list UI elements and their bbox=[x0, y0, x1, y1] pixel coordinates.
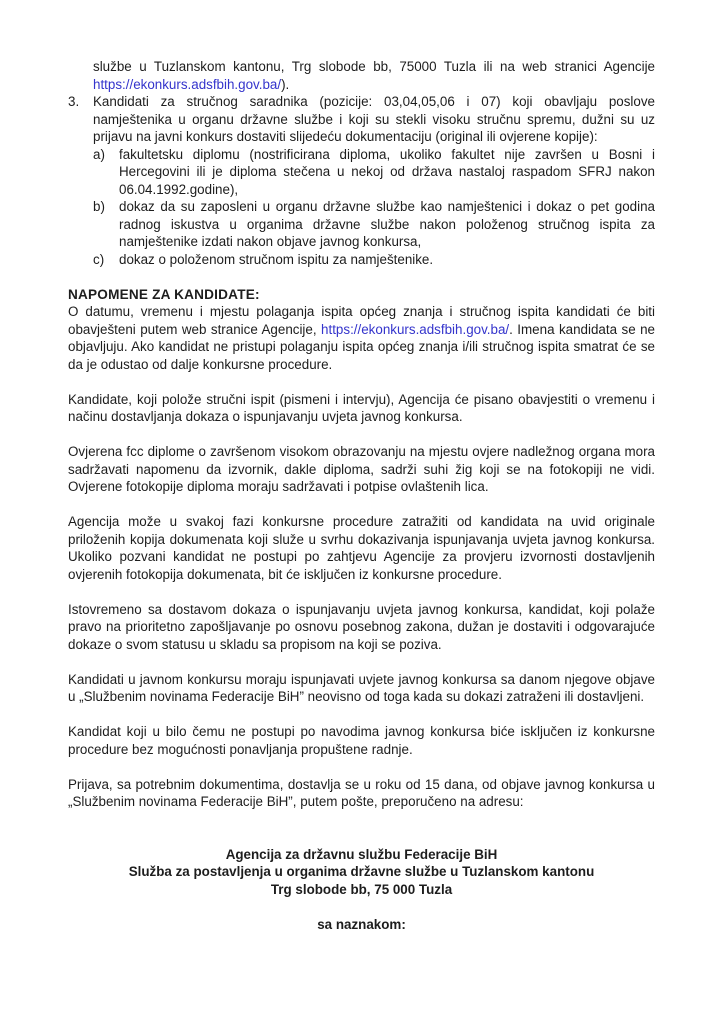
sub-item-c bbox=[93, 251, 655, 269]
note-paragraph-8: Prijava, sa potrebnim dokumentima, dostavlja se u roku od 15 dana, od objave javnog konkursa u „Službenim novinama Federacije BiH”, putem pošte, preporučeno na adresu: bbox=[68, 776, 655, 809]
annotation-label: sa naznakom: bbox=[317, 916, 406, 932]
sub-item-b-text: dokaz da su zaposleni u organu državne službe kao namještenici i dokaz o pet godina radnog iskustva u organima državne službe nakon položenog stručnog ispita za namještenike izdati nakon objave javnog konkursa, bbox=[119, 199, 655, 249]
sub-item-a-text: fakultetsku diplomu (nostrificirana diploma, ukoliko fakultet nije završen u Bosni i Hercegovini ili je diploma stečena u nekoj od država nastaloj raspadom SFRJ nakon 06.04.1992.godine), bbox=[119, 146, 655, 197]
agency-url-link[interactable]: https://ekonkurs.adsfbih.gov.ba/ bbox=[93, 76, 282, 92]
agency-url-link-2[interactable]: https://ekonkurs.adsfbih.gov.ba/ bbox=[321, 321, 510, 337]
list-item-3-number: 3. bbox=[68, 94, 80, 109]
note-paragraph-5: Istovremeno sa dostavom dokaza o ispunjavanju uvjeta javnog konkursa, kandidat, koji polaže pravo na prioritetno zapošljavanje po osnovu posebnog zakona, dužan je dostaviti i odgovarajuće dokaze o svom statusu u skladu sa propisom na koji se poziva. bbox=[68, 601, 655, 652]
item2-continuation-after-link: ). bbox=[281, 76, 290, 92]
address-line-department: Služba za postavljenja u organima državne službe u Tuzlanskom kantonu bbox=[128, 864, 595, 879]
list-item-3 bbox=[68, 93, 655, 146]
sub-item-b bbox=[93, 198, 655, 251]
note-paragraph-1-after-link: . Imena kandidata se ne objavljuju. Ako kandidat ne pristupi polaganju ispita općeg znanja i/ili stručnog ispita smatrat će se da je odustao od dalje konkursne procedure. bbox=[68, 321, 655, 372]
note-paragraph-1 bbox=[68, 303, 655, 373]
item2-continuation bbox=[93, 58, 655, 93]
sub-item-c-text: dokaz o položenom stručnom ispitu za namještenike. bbox=[119, 251, 434, 267]
sub-item-a-letter: a) bbox=[93, 146, 105, 162]
notes-heading: NAPOMENE ZA KANDIDATE: bbox=[68, 286, 260, 302]
address-block bbox=[68, 846, 655, 899]
note-paragraph-2: Kandidate, koji polože stručni ispit (pismeni i intervju), Agencija će pisano obavjestiti o vremenu i načinu dostavljanja dokaza o ispunjavanju uvjeta javnog konkursa. bbox=[68, 391, 655, 424]
sub-item-b-letter: b) bbox=[93, 199, 105, 214]
note-paragraph-1-before-link: O datumu, vremenu i mjestu polaganja ispita općeg znanja i stručnog ispita kandidati će biti obavješteni putem web stranice Agencije, bbox=[68, 304, 655, 337]
item2-continuation-text: službe u Tuzlanskom kantonu, Trg slobode bb, 75000 Tuzla ili na web stranici Agencije bbox=[93, 59, 655, 74]
list-item-3-text: Kandidati za stručnog saradnika (pozicije: 03,04,05,06 i 07) koji obavljaju poslove namještenika u organu državne službe i koji su stekli visoku stručnu spremu, dužni su uz prijavu na javni konkurs dostaviti slijedeću dokumentaciju (original ili ovjerene kopije): bbox=[93, 94, 655, 144]
note-paragraph-6: Kandidati u javnom konkursu moraju ispunjavati uvjete javnog konkursa sa danom njegove objave u „Službenim novinama Federacije BiH” neovisno od toga kada su dokazi zatraženi ili dostavljeni. bbox=[68, 671, 655, 704]
sub-item-a bbox=[93, 146, 655, 199]
address-line-street: Trg slobode bb, 75 000 Tuzla bbox=[270, 881, 453, 897]
address-line-agency: Agencija za državnu službu Federacije BiH bbox=[225, 846, 498, 862]
note-paragraph-3: Ovjerena fcc diplome o završenom visokom obrazovanju na mjestu ovjere nadležnog organa mora sadržavati napomenu da izvornik, dakle diploma, sadrži suhi žig koji se na fotokopiji ne vidi. Ovjerene fotokopije diploma moraju sadržavati i potpise ovlaštenih lica. bbox=[68, 444, 655, 494]
sub-item-c-letter: c) bbox=[93, 251, 105, 267]
note-paragraph-4: Agencija može u svakoj fazi konkursne procedure zatražiti od kandidata na uvid originale priloženih kopija dokumenata koji služe u svrhu dokazivanja ispunjavanja uvjeta javnog konkursa. Ukoliko pozvani kandidat ne postupi po zahtjevu Agencije za provjeru izvornosti dostavljenih ovjerenih fotokopija dokumenata, bit će isključen iz konkursne procedure. bbox=[68, 514, 655, 582]
note-paragraph-7: Kandidat koji u bilo čemu ne postupi po navodima javnog konkursa biće isključen iz konkursne procedure bez mogućnosti ponavljanja propuštene radnje. bbox=[68, 724, 655, 757]
